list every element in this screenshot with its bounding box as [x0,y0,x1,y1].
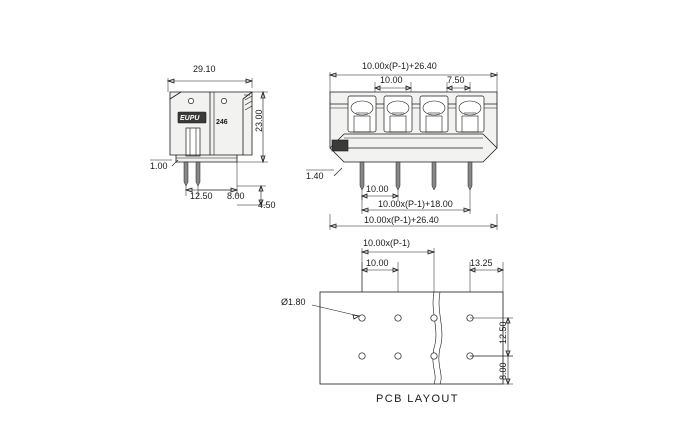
dim-front-pin-pitch [362,184,398,200]
dim-side-height-label: 23.00 [254,109,264,132]
dim-side-width [168,64,252,92]
dim-pcb-row-offset [470,356,513,384]
pcb-layout-view [281,238,513,405]
dim-pcb-pitch [362,258,398,292]
pcb-holes-row-1 [359,315,473,321]
dim-pcb-right [470,258,503,292]
dim-side-pin-length-label: 4.50 [258,200,276,210]
brand-label: EUPU [180,115,200,122]
dim-front-overall-bottom [330,214,497,230]
dim-front-pin-span-label: 10.00x(P-1)+18.00 [378,199,453,209]
side-view [150,64,276,210]
side-body [170,92,252,186]
dim-pcb-row-spacing [470,318,513,356]
front-body [330,92,497,190]
dim-pcb-hole-dia-label: Ø1.80 [281,297,306,307]
dim-front-left-offset-label: 1.40 [306,171,324,181]
dim-front-pin-pitch-label: 10.00 [366,184,389,194]
part-code-label: 246 [216,119,228,126]
dim-pcb-row-spacing-label: 12.50 [498,321,508,344]
dim-pcb-pitch-label: 10.00 [366,258,389,268]
dim-side-foot-label: 1.00 [150,161,168,171]
pcb-board-outline [320,292,503,384]
pcb-holes-row-2 [359,353,473,359]
dim-side-foot [150,160,178,171]
dim-front-total-label: 10.00x(P-1)+26.40 [362,61,437,71]
front-view [306,61,497,230]
dim-front-overall-bottom-label: 10.00x(P-1)+26.40 [364,215,439,225]
dim-side-pin-pitch-label: 12.50 [190,191,213,201]
dim-pcb-total-label: 10.00x(P-1) [363,238,411,248]
dim-front-edge [447,75,470,92]
dim-pcb-right-label: 13.25 [470,258,493,268]
dim-pcb-row-offset-label: 8.00 [498,362,508,380]
dim-side-width-label: 29.10 [193,64,216,74]
dim-front-total [330,61,497,92]
pcb-break-line-2 [439,292,442,384]
dim-front-left-offset [306,168,342,181]
dim-front-pitch-label: 10.00 [380,75,403,85]
pcb-layout-title: PCB LAYOUT [376,393,459,405]
dim-side-pin-offset-label: 8.00 [227,191,245,201]
pcb-break-line [433,292,436,384]
dim-front-edge-label: 7.50 [447,75,465,85]
dim-front-pitch [375,75,411,92]
